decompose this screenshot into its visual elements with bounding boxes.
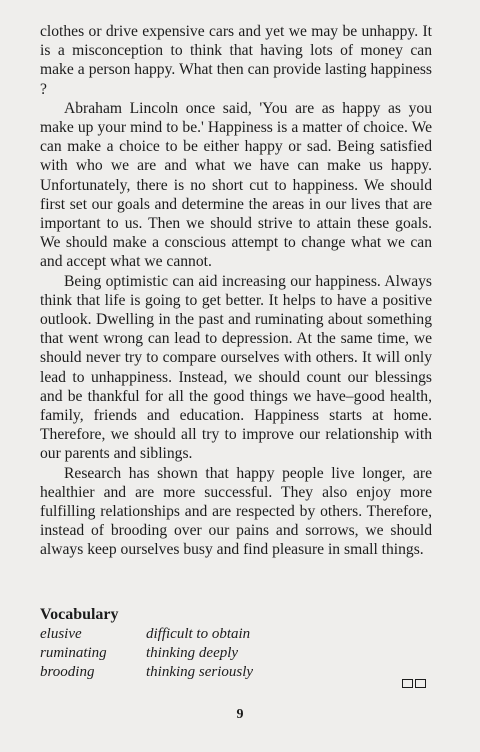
end-of-section-icon (402, 679, 426, 688)
vocab-definition: thinking seriously (146, 664, 254, 680)
vocab-entry (40, 663, 430, 682)
vocab-term: elusive (40, 626, 82, 642)
vocabulary-title: Vocabulary (40, 606, 119, 623)
page-number: 9 (236, 707, 244, 722)
square-icon (415, 679, 426, 688)
body-text (40, 22, 432, 560)
square-icon (402, 679, 413, 688)
paragraph-1: clothes or drive expensive cars and yet we may be unhappy. It is a misconception to think that having lots of money can make a person happy. What then can provide lasting happiness ? (40, 23, 432, 98)
vocab-definition: thinking deeply (146, 645, 239, 661)
vocab-entry (40, 625, 430, 644)
vocabulary-box (40, 605, 430, 682)
paragraph-2: Abraham Lincoln once said, 'You are as happy as you make up your mind to be.' Happiness is a matter of choice. We can make a choice to be either happy or sad. Being satisfied with who we are and what we have can make us happy. Unfortunately, there is no short cut to happiness. We should first set our goals and determine the areas in our lives that are important to us. Then we should strive to attain these goals. We should make a conscious attempt to change what we can and accept what we cannot. (40, 99, 432, 271)
paragraph-4: Research has shown that happy people live longer, are healthier and are more successful. They also enjoy more fulfilling relationships and are respected by others. Therefore, instead of brooding over our pains and sorrows, we should always keep ourselves busy and find pleasure in small things. (40, 464, 432, 559)
vocab-definition: difficult to obtain (146, 626, 251, 642)
paragraph-3: Being optimistic can aid increasing our happiness. Always think that life is going to get better. It helps to have a positive outlook. Dwelling in the past and ruminating about something that went wrong can lead to depression. At the same time, we should never try to compare ourselves with others. It will only lead to unhappiness. Instead, we should count our blessings and be thankful for all the good things we have–good health, family, friends and education. Happiness starts at home. Therefore, we should all try to improve our relationship with our parents and siblings. (40, 272, 432, 463)
vocab-term: ruminating (40, 645, 107, 661)
vocab-entry (40, 644, 430, 663)
vocab-term: brooding (40, 664, 95, 680)
